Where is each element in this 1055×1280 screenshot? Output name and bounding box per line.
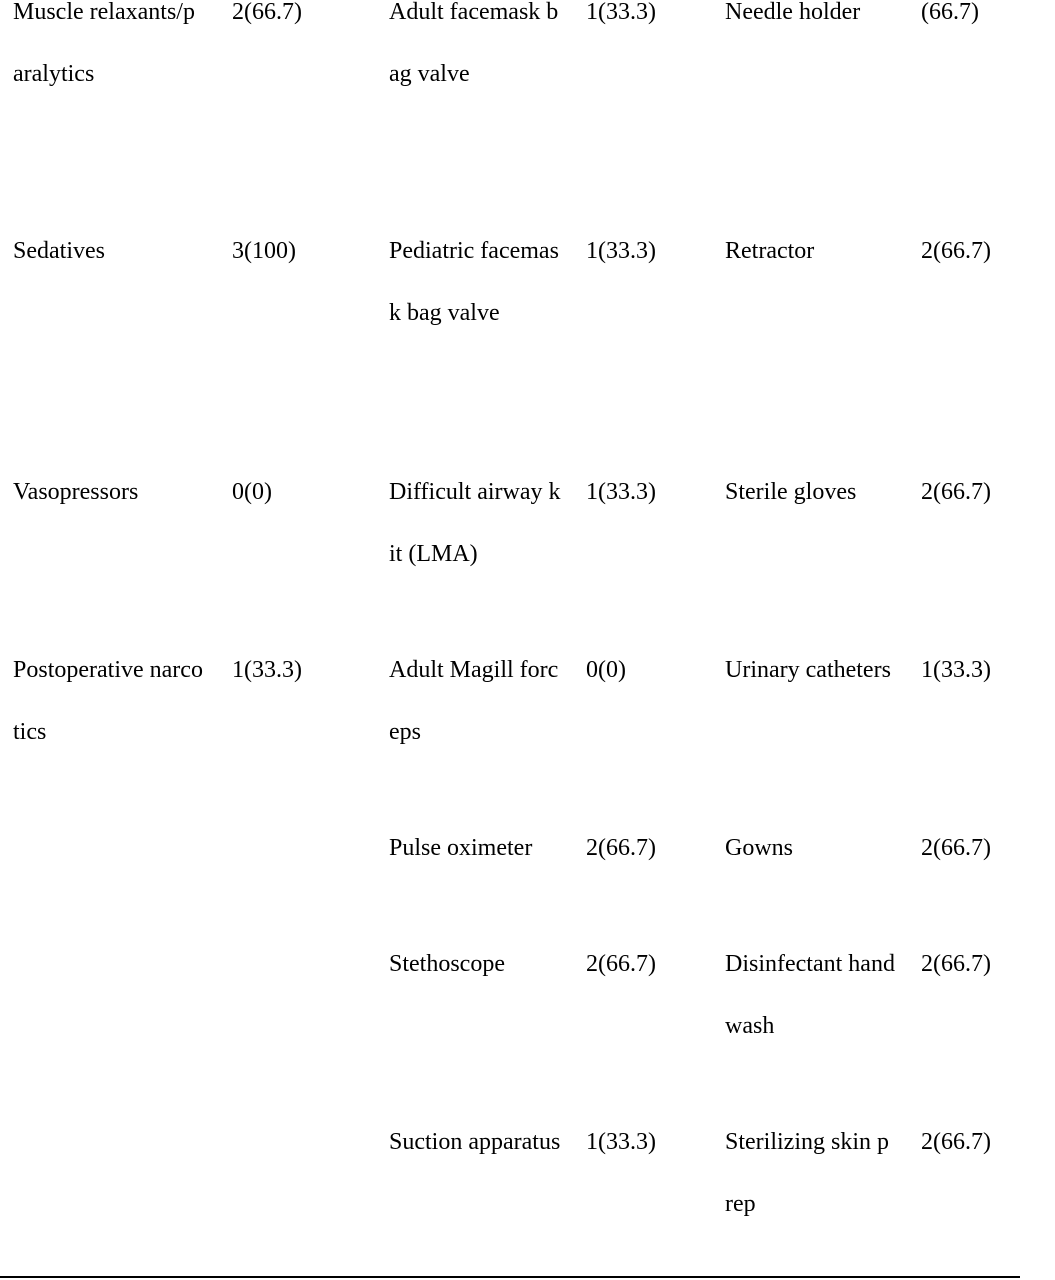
table-cell: Pulse oximeter bbox=[389, 835, 533, 861]
table-cell: (66.7) bbox=[921, 0, 979, 25]
table-cell: Postoperative narcotics bbox=[13, 657, 203, 745]
table-cell: 1(33.3) bbox=[232, 657, 302, 683]
table-cell: Gowns bbox=[725, 835, 794, 861]
table-cell: 1(33.3) bbox=[586, 0, 656, 25]
table-cell: Disinfectant hand wash bbox=[725, 951, 895, 1039]
table-cell: 2(66.7) bbox=[921, 238, 991, 264]
table-cell: 2(66.7) bbox=[586, 835, 656, 861]
table-cell: Difficult airway kit (LMA) bbox=[389, 479, 561, 567]
table-cell: Needle holder bbox=[725, 0, 861, 25]
table-cell: 2(66.7) bbox=[921, 835, 991, 861]
table-cell: 1(33.3) bbox=[586, 1129, 656, 1155]
table-cell: Retractor bbox=[725, 238, 815, 264]
table-cell: Adult Magill forceps bbox=[389, 657, 559, 745]
table-cell: 0(0) bbox=[586, 657, 626, 683]
table-cell: Suction apparatus bbox=[389, 1129, 561, 1155]
table-cell: 1(33.3) bbox=[586, 479, 656, 505]
table-cell: Muscle relaxants/paralytics bbox=[13, 0, 195, 87]
table-cell: 2(66.7) bbox=[921, 479, 991, 505]
table-cell: 2(66.7) bbox=[921, 1129, 991, 1155]
table-cell: Urinary catheters bbox=[725, 657, 891, 683]
table-cell: Vasopressors bbox=[13, 479, 139, 505]
table-cell: Adult facemask bag valve bbox=[389, 0, 559, 87]
table-cell: 2(66.7) bbox=[232, 0, 302, 25]
table-cell: 3(100) bbox=[232, 238, 296, 264]
bottom-rule bbox=[0, 1276, 1020, 1278]
table-cell: Sterile gloves bbox=[725, 479, 857, 505]
table-cell: 2(66.7) bbox=[586, 951, 656, 977]
table-cell: Sedatives bbox=[13, 238, 105, 264]
table-cell: Sterilizing skin prep bbox=[725, 1129, 889, 1217]
table-cell: 1(33.3) bbox=[921, 657, 991, 683]
table-cell: 1(33.3) bbox=[586, 238, 656, 264]
table-cell: 0(0) bbox=[232, 479, 272, 505]
table-cell: Pediatric facemask bag valve bbox=[389, 238, 559, 326]
table-cell: 2(66.7) bbox=[921, 951, 991, 977]
table-cell: Stethoscope bbox=[389, 951, 505, 977]
